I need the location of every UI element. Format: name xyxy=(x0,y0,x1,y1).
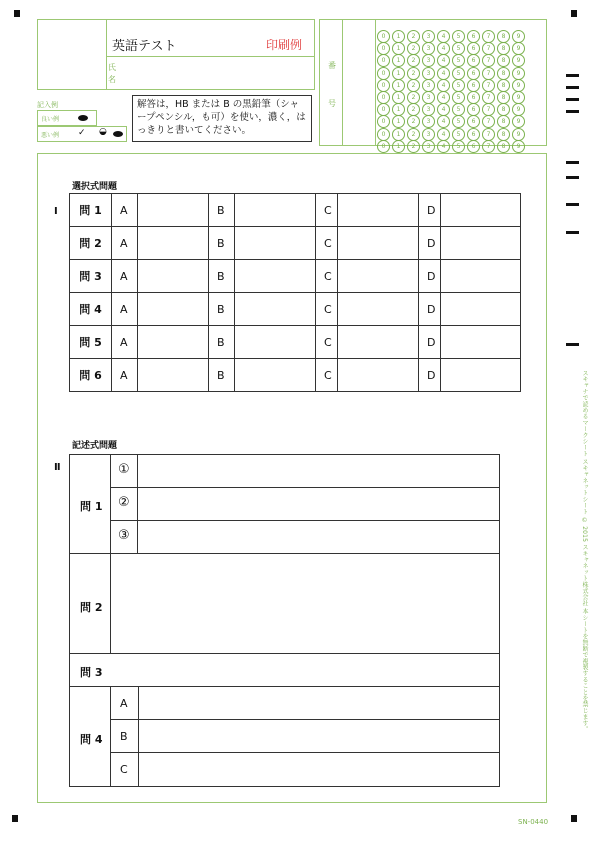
digit-bubble[interactable]: 3 xyxy=(422,67,435,80)
section1-table xyxy=(69,193,521,392)
digit-bubble[interactable]: 9 xyxy=(512,140,525,153)
digit-bubble[interactable]: 6 xyxy=(467,30,480,43)
digit-bubble[interactable]: 4 xyxy=(437,67,450,80)
digit-bubble[interactable]: 0 xyxy=(377,54,390,67)
digit-bubble[interactable]: 2 xyxy=(407,79,420,92)
number-label-2: 号 xyxy=(328,99,336,108)
digit-bubble[interactable]: 2 xyxy=(407,42,420,55)
choice-label: B xyxy=(209,359,235,392)
section1-row xyxy=(70,293,521,326)
digit-bubble[interactable]: 0 xyxy=(377,42,390,55)
choice-label: B xyxy=(209,260,235,293)
digit-bubble[interactable]: 8 xyxy=(497,140,510,153)
digit-bubble[interactable]: 7 xyxy=(482,30,495,43)
answer-cell[interactable] xyxy=(441,293,521,326)
mark-row xyxy=(377,108,545,126)
digit-bubble[interactable]: 1 xyxy=(392,115,405,128)
choice-label: C xyxy=(316,260,338,293)
digit-bubble[interactable]: 7 xyxy=(482,115,495,128)
choice-label: D xyxy=(419,293,441,326)
digit-bubble[interactable]: 5 xyxy=(452,140,465,153)
digit-bubble[interactable]: 1 xyxy=(392,140,405,153)
choice-label: C xyxy=(316,293,338,326)
answer-cell[interactable] xyxy=(235,359,316,392)
answer-cell[interactable] xyxy=(338,260,419,293)
digit-bubble[interactable]: 9 xyxy=(512,30,525,43)
name-label-1: 氏 xyxy=(108,63,116,72)
mark-row xyxy=(377,60,545,77)
section2-roman: Ⅱ xyxy=(54,462,61,473)
question-label: 問 4 xyxy=(70,293,112,326)
digit-bubble[interactable]: 0 xyxy=(377,67,390,80)
section2-q1-item1[interactable]: ① xyxy=(110,454,500,488)
digit-bubble[interactable]: 1 xyxy=(392,91,405,104)
digit-bubble[interactable]: 8 xyxy=(497,91,510,104)
number-label-1: 番 xyxy=(328,61,336,70)
digit-bubble[interactable]: 3 xyxy=(422,103,435,116)
answer-cell[interactable] xyxy=(138,326,209,359)
digit-bubble[interactable]: 6 xyxy=(467,115,480,128)
answer-cell[interactable] xyxy=(441,227,521,260)
mark-row xyxy=(377,133,545,150)
instruction-box: 解答は，HB または B の黒鉛筆（シャープペンシル，も可）を使い，濃く，はっきりと書いてください。 xyxy=(132,95,312,142)
answer-cell[interactable] xyxy=(235,293,316,326)
digit-bubble[interactable]: 6 xyxy=(467,103,480,116)
digit-bubble[interactable]: 4 xyxy=(437,140,450,153)
digit-bubble[interactable]: 8 xyxy=(497,128,510,141)
digit-bubble[interactable]: 9 xyxy=(512,115,525,128)
question-label: 問 3 xyxy=(70,260,112,293)
sheet-code: SN-0440 xyxy=(518,818,549,826)
digit-bubble[interactable]: 4 xyxy=(437,128,450,141)
digit-bubble[interactable]: 0 xyxy=(377,91,390,104)
digit-bubble[interactable]: 8 xyxy=(497,115,510,128)
digit-bubble[interactable]: 8 xyxy=(497,103,510,116)
digit-bubble[interactable]: 8 xyxy=(497,42,510,55)
section2-q4-item-a[interactable]: A xyxy=(110,686,500,720)
digit-bubble[interactable]: 7 xyxy=(482,79,495,92)
mark-row xyxy=(377,72,545,89)
answer-cell[interactable] xyxy=(338,227,419,260)
digit-bubble[interactable]: 5 xyxy=(452,30,465,43)
digit-bubble[interactable]: 0 xyxy=(377,115,390,128)
digit-bubble[interactable]: 0 xyxy=(377,79,390,92)
digit-bubble[interactable]: 4 xyxy=(437,30,450,43)
digit-bubble[interactable]: 4 xyxy=(437,91,450,104)
digit-bubble[interactable]: 2 xyxy=(407,103,420,116)
choice-label: B xyxy=(209,194,235,227)
choice-label: C xyxy=(316,194,338,227)
digit-bubble[interactable]: 7 xyxy=(482,42,495,55)
digit-bubble[interactable]: 9 xyxy=(512,79,525,92)
digit-bubble[interactable]: 5 xyxy=(452,91,465,104)
digit-bubble[interactable]: 0 xyxy=(377,128,390,141)
mark-row xyxy=(377,35,545,53)
digit-bubble[interactable]: 8 xyxy=(497,30,510,43)
digit-bubble[interactable]: 5 xyxy=(452,128,465,141)
choice-label: D xyxy=(419,359,441,392)
section1-row xyxy=(70,227,521,260)
answer-cell[interactable] xyxy=(138,359,209,392)
answer-cell[interactable] xyxy=(138,227,209,260)
print-sample-stamp: 印刷例 xyxy=(266,38,303,52)
digit-bubble[interactable]: 0 xyxy=(377,140,390,153)
digit-bubble[interactable]: 3 xyxy=(422,79,435,92)
section2-q1-label-cell: 問 1 xyxy=(69,454,111,554)
mark-row xyxy=(377,121,545,138)
digit-bubble[interactable]: 1 xyxy=(392,42,405,55)
digit-bubble[interactable]: 2 xyxy=(407,30,420,43)
digit-bubble[interactable]: 1 xyxy=(392,54,405,67)
mark-row xyxy=(377,96,545,114)
digit-bubble[interactable]: 6 xyxy=(467,91,480,104)
choice-label: A xyxy=(112,227,138,260)
choice-label: D xyxy=(419,260,441,293)
digit-bubble[interactable]: 2 xyxy=(407,115,420,128)
choice-label: D xyxy=(419,326,441,359)
section1-roman: Ⅰ xyxy=(54,206,58,217)
digit-bubble[interactable]: 1 xyxy=(392,128,405,141)
digit-bubble[interactable]: 8 xyxy=(497,54,510,67)
registration-mark-tl xyxy=(14,10,20,17)
digit-bubble[interactable]: 9 xyxy=(512,67,525,80)
section2-q2-answer[interactable] xyxy=(110,553,500,654)
answer-cell[interactable] xyxy=(441,326,521,359)
digit-bubble[interactable]: 5 xyxy=(452,115,465,128)
choice-label: B xyxy=(209,293,235,326)
answer-cell[interactable] xyxy=(235,194,316,227)
registration-mark-br xyxy=(571,815,577,822)
digit-bubble[interactable]: 7 xyxy=(482,103,495,116)
choice-label: A xyxy=(112,359,138,392)
question-label: 問 5 xyxy=(70,326,112,359)
digit-bubble[interactable]: 1 xyxy=(392,103,405,116)
section1-row xyxy=(70,260,521,293)
digit-bubble[interactable]: 2 xyxy=(407,128,420,141)
section1-row xyxy=(70,194,521,227)
digit-bubble[interactable]: 0 xyxy=(377,103,390,116)
answer-cell[interactable] xyxy=(441,359,521,392)
answer-cell[interactable] xyxy=(138,260,209,293)
digit-bubble[interactable]: 5 xyxy=(452,54,465,67)
answer-cell[interactable] xyxy=(235,227,316,260)
digit-bubble[interactable]: 9 xyxy=(512,42,525,55)
digit-bubble[interactable]: 8 xyxy=(497,67,510,80)
choice-label: C xyxy=(316,359,338,392)
choice-label: D xyxy=(419,227,441,260)
digit-bubble[interactable]: 1 xyxy=(392,30,405,43)
digit-bubble[interactable]: 7 xyxy=(482,67,495,80)
overfilled-mark-icon xyxy=(113,131,123,137)
filled-mark-icon xyxy=(78,115,88,121)
test-title: 英語テスト xyxy=(112,39,177,54)
digit-bubble[interactable]: 6 xyxy=(467,140,480,153)
answer-cell[interactable] xyxy=(235,260,316,293)
choice-label: A xyxy=(112,260,138,293)
header-box xyxy=(37,19,315,90)
digit-bubble[interactable]: 3 xyxy=(422,140,435,153)
question-label: 問 1 xyxy=(70,194,112,227)
digit-bubble[interactable]: 6 xyxy=(467,79,480,92)
digit-bubble[interactable]: 5 xyxy=(452,103,465,116)
digit-bubble[interactable]: 1 xyxy=(392,79,405,92)
mark-row xyxy=(377,23,545,40)
digit-bubble[interactable]: 3 xyxy=(422,30,435,43)
choice-label: A xyxy=(112,293,138,326)
answer-cell[interactable] xyxy=(138,194,209,227)
good-example-row: 良い例 xyxy=(37,110,97,126)
digit-bubble[interactable]: 9 xyxy=(512,103,525,116)
answer-cell[interactable] xyxy=(338,293,419,326)
digit-bubble[interactable]: 6 xyxy=(467,54,480,67)
digit-bubble[interactable]: 2 xyxy=(407,91,420,104)
digit-bubble[interactable]: 3 xyxy=(422,42,435,55)
choice-label: C xyxy=(316,227,338,260)
section1-row xyxy=(70,326,521,359)
digit-bubble[interactable]: 8 xyxy=(497,79,510,92)
registration-mark-bl xyxy=(12,815,18,822)
section1-title: 選択式問題 xyxy=(72,182,118,192)
section1-row xyxy=(70,359,521,392)
digit-bubble[interactable]: 7 xyxy=(482,140,495,153)
digit-bubble[interactable]: 6 xyxy=(467,42,480,55)
choice-label: C xyxy=(316,326,338,359)
digit-bubble[interactable]: 1 xyxy=(392,67,405,80)
section2-q4-item-b[interactable]: B xyxy=(110,719,500,753)
digit-bubble[interactable]: 4 xyxy=(437,79,450,92)
section2-q2-label-cell: 問 2 xyxy=(69,553,111,654)
digit-bubble[interactable]: 4 xyxy=(437,54,450,67)
section2-q4-label-cell: 問 4 xyxy=(69,686,111,787)
mark-row xyxy=(377,84,545,101)
digit-bubble[interactable]: 5 xyxy=(452,67,465,80)
answer-cell[interactable] xyxy=(338,194,419,227)
digit-bubble[interactable]: 7 xyxy=(482,54,495,67)
digit-bubble[interactable]: 2 xyxy=(407,140,420,153)
answer-cell[interactable] xyxy=(441,260,521,293)
answer-cell[interactable] xyxy=(338,326,419,359)
mark-row xyxy=(377,47,545,65)
digit-bubble[interactable]: 4 xyxy=(437,115,450,128)
digit-bubble[interactable]: 7 xyxy=(482,91,495,104)
digit-bubble[interactable]: 0 xyxy=(377,30,390,43)
answer-cell[interactable] xyxy=(235,326,316,359)
digit-bubble[interactable]: 9 xyxy=(512,128,525,141)
choice-label: A xyxy=(112,326,138,359)
section2-q3-row[interactable]: 問 3 xyxy=(69,653,500,687)
name-label-2: 名 xyxy=(108,75,116,84)
answer-cell[interactable] xyxy=(441,194,521,227)
name-field[interactable] xyxy=(118,58,313,88)
choice-label: A xyxy=(112,194,138,227)
digit-bubble[interactable]: 2 xyxy=(407,67,420,80)
choice-label: B xyxy=(209,326,235,359)
question-label: 問 2 xyxy=(70,227,112,260)
side-copyright-text: スキャナで読めるマークシート スキャネットシート © 2015 スキャネット株式会社 本シートを無断で複製することを禁じます。 xyxy=(581,370,588,733)
registration-mark-tr xyxy=(571,10,577,17)
check-mark-icon: ✓ xyxy=(78,128,86,138)
digit-bubble[interactable]: 9 xyxy=(512,91,525,104)
digit-bubble[interactable]: 6 xyxy=(467,67,480,80)
digit-bubble[interactable]: 4 xyxy=(437,103,450,116)
partial-mark-icon: ◒ xyxy=(99,127,107,137)
digit-bubble[interactable]: 9 xyxy=(512,54,525,67)
example-label: 記入例 xyxy=(37,101,58,109)
question-label: 問 6 xyxy=(70,359,112,392)
digit-bubble[interactable]: 3 xyxy=(422,54,435,67)
digit-bubble[interactable]: 2 xyxy=(407,54,420,67)
digit-bubble[interactable]: 6 xyxy=(467,128,480,141)
digit-bubble[interactable]: 5 xyxy=(452,42,465,55)
digit-bubble[interactable]: 3 xyxy=(422,91,435,104)
section2-title: 記述式問題 xyxy=(72,441,118,451)
answer-cell[interactable] xyxy=(338,359,419,392)
section2-q4-item-c[interactable]: C xyxy=(110,752,500,787)
digit-bubble[interactable]: 5 xyxy=(452,79,465,92)
student-number-box xyxy=(319,19,547,150)
bad-example-row: 悪い例 ✓ ◒ xyxy=(37,126,127,142)
digit-bubble[interactable]: 3 xyxy=(422,128,435,141)
digit-bubble[interactable]: 4 xyxy=(437,42,450,55)
number-mark-grid[interactable] xyxy=(377,23,545,150)
section2-q1-item2[interactable]: ② xyxy=(110,487,500,521)
choice-label: D xyxy=(419,194,441,227)
choice-label: B xyxy=(209,227,235,260)
digit-bubble[interactable]: 7 xyxy=(482,128,495,141)
answer-cell[interactable] xyxy=(138,293,209,326)
section2-q1-item3[interactable]: ③ xyxy=(110,520,500,554)
digit-bubble[interactable]: 3 xyxy=(422,115,435,128)
